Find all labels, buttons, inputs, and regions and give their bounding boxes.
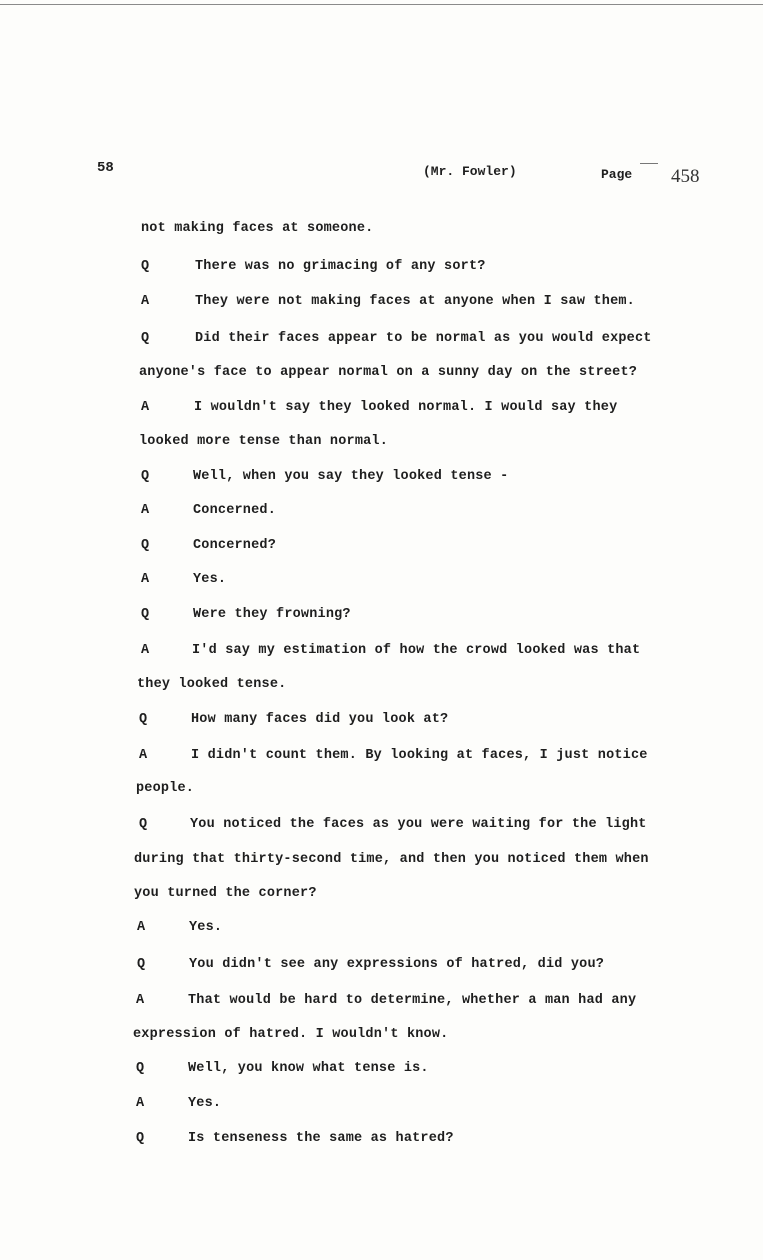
speaker-marker: A [136, 1096, 145, 1111]
transcript-line: That would be hard to determine, whether a man had any [188, 993, 637, 1008]
page-number-right: 458 [671, 166, 700, 187]
transcript-line: Did their faces appear to be normal as you would expect [195, 331, 652, 346]
speaker-marker: Q [137, 957, 146, 972]
speaker-marker: Q [139, 712, 148, 727]
transcript-line: You didn't see any expressions of hatred, did you? [189, 957, 605, 972]
speaker-marker: A [141, 503, 150, 518]
transcript-line: expression of hatred. I wouldn't know. [133, 1027, 449, 1042]
page-number-left: 58 [97, 160, 114, 176]
speaker-marker: Q [141, 331, 150, 346]
speaker-marker: Q [139, 817, 148, 832]
speaker-marker: Q [136, 1131, 145, 1146]
transcript-line: Were they frowning? [193, 607, 351, 622]
speaker-marker: Q [141, 538, 150, 553]
transcript-line: You noticed the faces as you were waiting for the light [190, 817, 647, 832]
transcript-line: Well, you know what tense is. [188, 1061, 429, 1076]
transcript-line: I wouldn't say they looked normal. I would say they [194, 400, 618, 415]
transcript-line: Is tenseness the same as hatred? [188, 1131, 454, 1146]
transcript-line: I'd say my estimation of how the crowd looked was that [192, 643, 641, 658]
page-label: Page [601, 167, 633, 182]
transcript-line: during that thirty-second time, and then you noticed them when [134, 852, 649, 867]
speaker-marker: A [137, 920, 146, 935]
page-mark [640, 163, 658, 164]
speaker-marker: Q [141, 259, 150, 274]
speaker-marker: A [141, 294, 150, 309]
speaker-marker: Q [141, 607, 150, 622]
transcript-line: Yes. [188, 1096, 222, 1111]
top-edge-rule [0, 4, 763, 5]
speaker-marker: A [136, 993, 145, 1008]
transcript-line: Concerned. [193, 503, 277, 518]
transcript-line: people. [136, 781, 195, 796]
transcript-line: How many faces did you look at? [191, 712, 449, 727]
speaker-heading: (Mr. Fowler) [423, 164, 517, 179]
speaker-marker: A [139, 748, 148, 763]
transcript-line: There was no grimacing of any sort? [195, 259, 486, 274]
speaker-marker: A [141, 643, 150, 658]
transcript-line: you turned the corner? [134, 886, 317, 901]
transcript-line: Yes. [193, 572, 227, 587]
speaker-marker: Q [136, 1061, 145, 1076]
speaker-marker: A [141, 400, 150, 415]
transcript-line: They were not making faces at anyone when I saw them. [195, 294, 635, 309]
transcript-line: not making faces at someone. [141, 221, 374, 236]
transcript-line: looked more tense than normal. [139, 434, 389, 449]
transcript-line: I didn't count them. By looking at faces, I just notice [191, 748, 648, 763]
transcript-line: Well, when you say they looked tense - [193, 469, 509, 484]
speaker-marker: A [141, 572, 150, 587]
speaker-marker: Q [141, 469, 150, 484]
transcript-line: anyone's face to appear normal on a sunny day on the street? [139, 365, 638, 380]
transcript-line: they looked tense. [137, 677, 287, 692]
transcript-line: Yes. [189, 920, 223, 935]
transcript-line: Concerned? [193, 538, 277, 553]
